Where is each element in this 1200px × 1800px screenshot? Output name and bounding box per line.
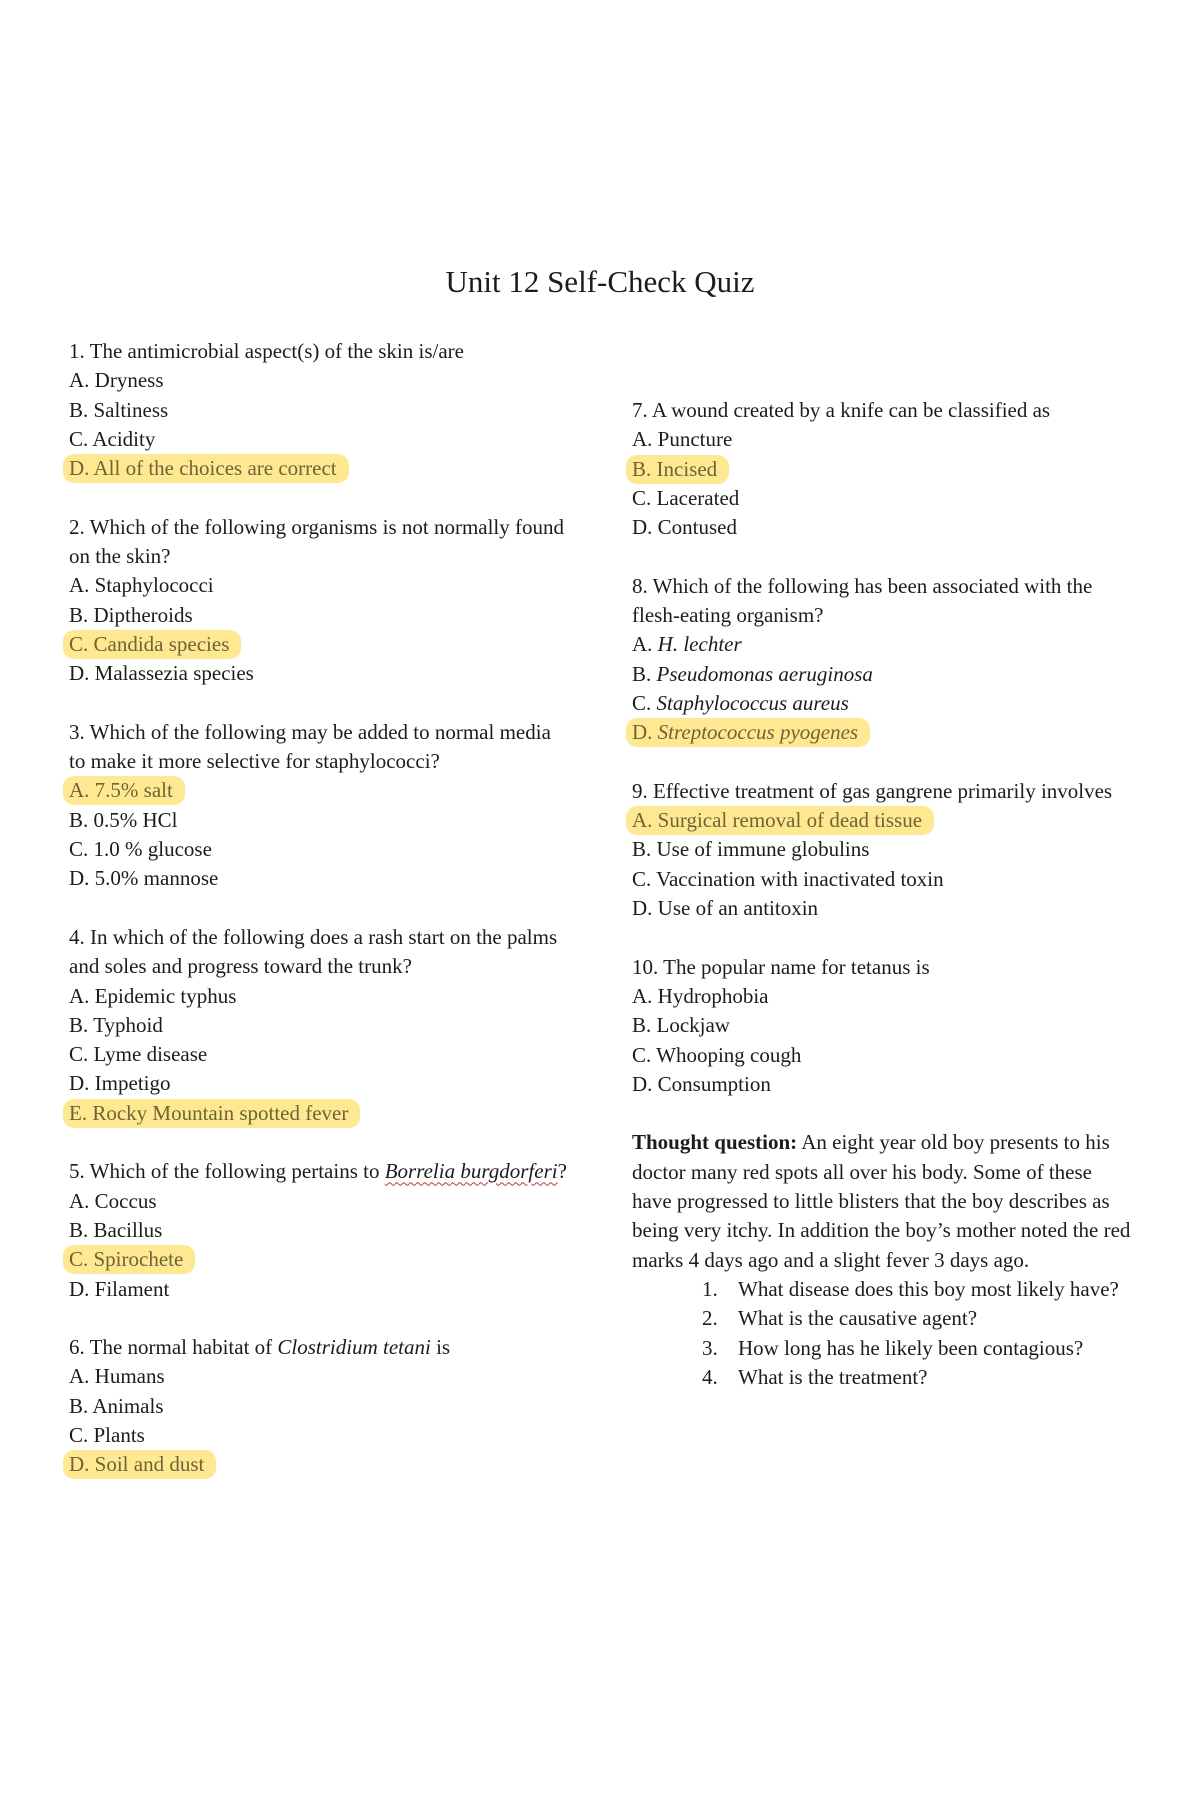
q1-option-b: B. Saltiness [69, 397, 169, 422]
q5-option-d: D. Filament [69, 1276, 170, 1301]
thought-question-item: 3. How long has he likely been contagious? [702, 1335, 1084, 1360]
thought-question-paragraph [632, 1128, 1132, 1274]
thought-question-item: 4. What is the treatment? [702, 1364, 928, 1389]
q5-organism-name: Borrelia burgdorferi [384, 1159, 558, 1184]
question-3 [69, 718, 569, 894]
question-8-text: 8. Which of the following has been associated with the flesh-eating organism? [632, 573, 1093, 628]
question-10-text: 10. The popular name for tetanus is [632, 954, 930, 979]
question-4 [69, 923, 569, 1128]
question-7-text: 7. A wound created by a knife can be classified as [632, 398, 1051, 422]
q1-option-a: A. Dryness [69, 368, 164, 393]
q2-option-d: D. Malassezia species [69, 661, 254, 686]
q4-option-c: C. Lyme disease [69, 1042, 208, 1067]
q10-option-c: C. Whooping cough [632, 1042, 802, 1067]
q6-organism-name: Clostridium tetani [277, 1335, 431, 1360]
q6-option-b: B. Animals [69, 1393, 164, 1418]
q4-option-d: D. Impetigo [69, 1071, 171, 1096]
thought-question-label: Thought question: [632, 1130, 798, 1155]
q3-option-d: D. 5.0% mannose [69, 866, 219, 891]
q8-option-b: B. Pseudomonas aeruginosa [632, 661, 873, 686]
thought-question-item: 1. What disease does this boy most likely have? [702, 1276, 1119, 1301]
question-9 [632, 777, 1132, 923]
q7-option-c: C. Lacerated [632, 485, 740, 510]
q7-option-d: D. Contused [632, 515, 737, 540]
question-2 [69, 513, 569, 689]
q6-option-c: C. Plants [69, 1422, 145, 1447]
thought-question-item: 2. What is the causative agent? [702, 1306, 978, 1331]
q2-option-a: A. Staphylococci [69, 573, 214, 598]
page-title: Unit 12 Self-Check Quiz [445, 264, 755, 299]
question-4-text: 4. In which of the following does a rash start on the palms and soles and progress toward the trunk? [69, 924, 558, 979]
q9-option-d: D. Use of an antitoxin [632, 896, 819, 921]
q7-option-b-highlighted: B. Incised [626, 455, 729, 484]
question-5 [69, 1157, 569, 1303]
q1-option-d-highlighted: D. All of the choices are correct [63, 454, 349, 483]
q9-option-a-highlighted: A. Surgical removal of dead tissue [626, 806, 934, 835]
question-1-text: 1. The antimicrobial aspect(s) of the skin is/are [69, 339, 464, 363]
question-5-text: 5. Which of the following pertains to Borrelia burgdorferi? [69, 1159, 567, 1184]
q7-option-a: A. Puncture [632, 427, 733, 452]
q3-option-c: C. 1.0 % glucose [69, 837, 212, 862]
q10-option-a: A. Hydrophobia [632, 983, 769, 1008]
left-column [69, 337, 569, 1509]
q4-option-a: A. Epidemic typhus [69, 983, 237, 1008]
q9-option-b: B. Use of immune globulins [632, 837, 870, 862]
question-8 [632, 572, 1132, 748]
question-2-text: 2. Which of the following organisms is not normally found on the skin? [69, 514, 565, 569]
question-6-text: 6. The normal habitat of Clostridium tetani is [69, 1335, 451, 1360]
q4-option-b: B. Typhoid [69, 1012, 163, 1037]
q2-option-b: B. Diptheroids [69, 602, 193, 627]
q9-option-c: C. Vaccination with inactivated toxin [632, 866, 944, 891]
q4-option-e-highlighted: E. Rocky Mountain spotted fever [63, 1099, 360, 1128]
thought-question-text: An eight year old boy presents to his doctor many red spots all over his body. Some of these have progressed to little blisters that the boy describes as being very itchy. In addition the boy’s mother noted the red marks 4 days ago and a slight fever 3 days ago. [632, 1130, 1131, 1272]
q6-option-d-highlighted: D. Soil and dust [63, 1450, 216, 1479]
question-9-text: 9. Effective treatment of gas gangrene primarily involves [632, 778, 1113, 803]
right-column [632, 396, 1132, 1392]
q8-option-d-highlighted: D. Streptococcus pyogenes [626, 718, 870, 747]
q5-option-c-highlighted: C. Spirochete [63, 1245, 195, 1274]
thought-question [632, 1128, 1132, 1392]
question-3-text: 3. Which of the following may be added to normal media to make it more selective for staphylococci? [69, 719, 551, 774]
question-7 [632, 396, 1132, 542]
q2-option-c-highlighted: C. Candida species [63, 630, 241, 659]
question-6 [69, 1333, 569, 1479]
q10-option-b: B. Lockjaw [632, 1013, 730, 1038]
q10-option-d: D. Consumption [632, 1071, 771, 1096]
q5-option-b: B. Bacillus [69, 1217, 163, 1242]
q6-option-a: A. Humans [69, 1364, 165, 1389]
q1-option-c: C. Acidity [69, 426, 156, 451]
q8-option-c: C. Staphylococcus aureus [632, 690, 849, 715]
q3-option-b: B. 0.5% HCl [69, 807, 178, 832]
q8-option-a: A. H. lechter [632, 632, 742, 657]
question-1 [69, 337, 569, 483]
question-10 [632, 953, 1132, 1099]
thought-question-list [632, 1275, 1132, 1392]
q5-option-a: A. Coccus [69, 1188, 157, 1213]
q3-option-a-highlighted: A. 7.5% salt [63, 776, 185, 805]
